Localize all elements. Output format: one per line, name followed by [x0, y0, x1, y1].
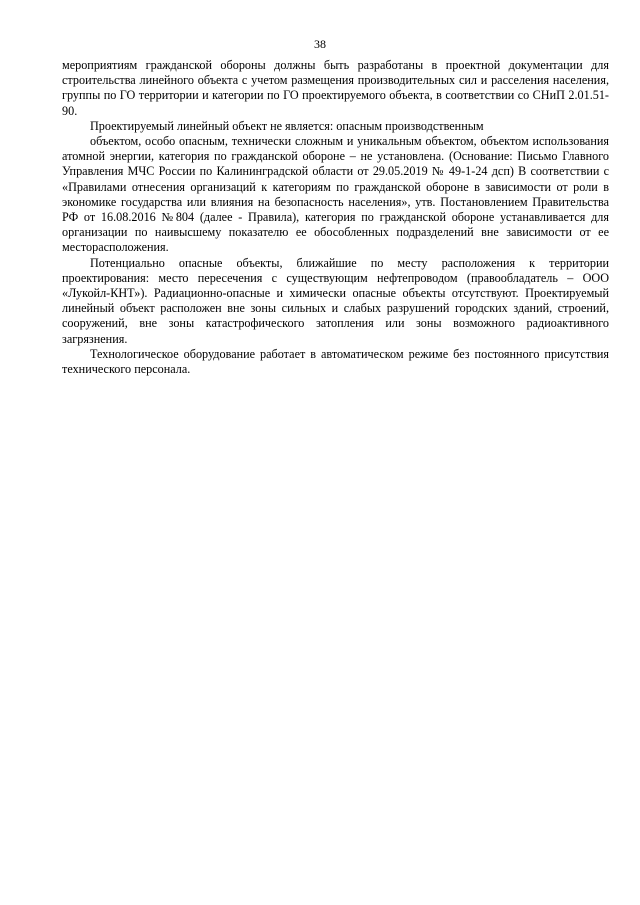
- paragraph-civil-defense-category: объектом, особо опасным, технически сложным и уникальным объектом, объектом использования атомной энергии, категория по гражданской обороне – не установлена. (Основание: Письмо Главного Управления МЧС России по Калининградской области от 29.05.2019 № 49-1-24 дсп) В соответствии с «Правилами отнесения организаций к категориям по гражданской обороне в зависимости от роли в экономике государства или влияния на безопасность населения», утв. Постановлением Правительства РФ от 16.08.2016 №804 (далее - Правила), категория по гражданской обороне устанавливается для организации по наивысшему показателю ее обособленных подразделений вне зависимости от ее месторасположения.: [62, 134, 609, 255]
- paragraph-object-status-intro: Проектируемый линейный объект не является: опасным производственным: [90, 118, 484, 133]
- paragraph-civil-defense-measures: мероприятиям гражданской обороны должны быть разработаны в проектной документации для строительства линейного объекта с учетом размещения производительных сил и расселения населения, группы по ГО территории и категории по ГО проектируемого объекта, в соответствии со СНиП 2.01.51-90.: [62, 58, 609, 118]
- document-body: [62, 58, 609, 377]
- paragraph-technological-equipment: Технологическое оборудование работает в автоматическом режиме без постоянного присутствия технического персонала.: [62, 346, 609, 377]
- page-number: 38: [314, 37, 326, 51]
- paragraph-hazardous-objects: Потенциально опасные объекты, ближайшие по месту расположения к территории проектирования: место пересечения с существующим нефтепроводом (правообладатель – ООО «Лукойл-КНТ»). Радиационно-опасные и химически опасные объекты отсутствуют. Проектируемый линейный объект расположен вне зоны сильных и слабых разрушений городских зданий, строений, сооружений, вне зоны катастрофического затопления или зоны возможного радиоактивного загрязнения.: [62, 255, 609, 346]
